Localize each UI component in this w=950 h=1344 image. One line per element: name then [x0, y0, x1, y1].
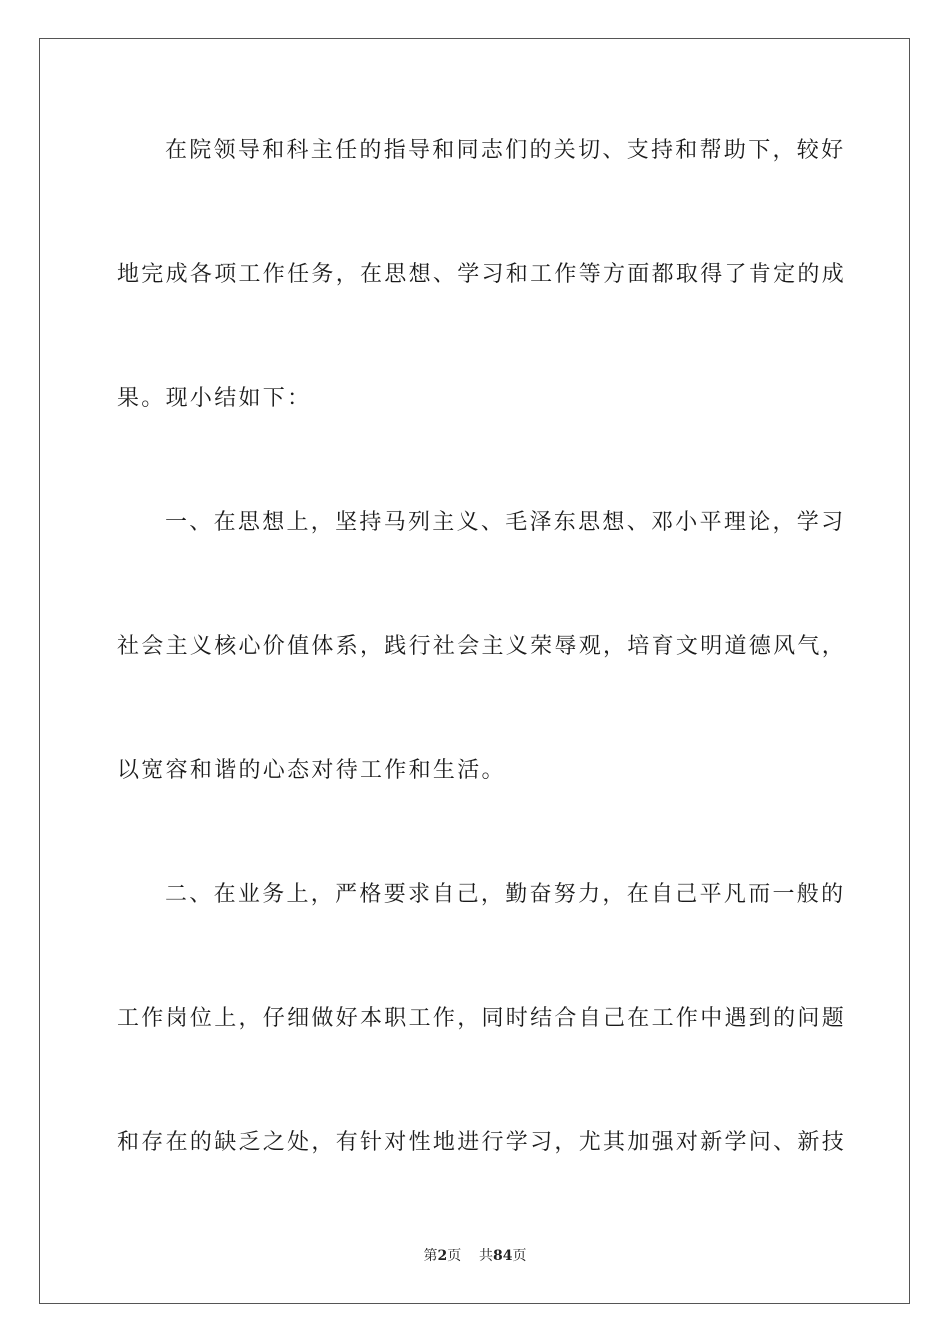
paragraph-3-line-1: 二、在业务上，严格要求自己，勤奋努力，在自己平凡而一般的: [165, 882, 846, 907]
page-prefix: 第: [423, 1248, 438, 1264]
paragraph-2-line-2: 社会主义核心价值体系，践行社会主义荣辱观，培育文明道德风气，: [117, 634, 847, 659]
total-pages: 84: [493, 1248, 513, 1264]
paragraph-2-line-3: 以宽容和谐的心态对待工作和生活。: [117, 758, 506, 783]
page-number: 2: [437, 1248, 448, 1264]
total-suffix: 页: [512, 1248, 527, 1264]
paragraph-1-line-3: 果。现小结如下：: [117, 386, 312, 411]
paragraph-1-line-1: 在院领导和科主任的指导和同志们的关切、支持和帮助下，较好: [165, 138, 846, 163]
paragraph-3-line-2: 工作岗位上，仔细做好本职工作，同时结合自己在工作中遇到的问题: [117, 1006, 847, 1031]
page-footer: [0, 1247, 950, 1265]
paragraph-2-line-1: 一、在思想上，坚持马列主义、毛泽东思想、邓小平理论，学习: [165, 510, 846, 535]
paragraph-3-line-3: 和存在的缺乏之处，有针对性地进行学习，尤其加强对新学问、新技: [117, 1130, 847, 1155]
total-prefix: 共: [479, 1248, 494, 1264]
page-suffix: 页: [447, 1248, 462, 1264]
paragraph-1-line-2: 地完成各项工作任务，在思想、学习和工作等方面都取得了肯定的成: [117, 262, 847, 287]
page-border: [39, 38, 910, 1304]
